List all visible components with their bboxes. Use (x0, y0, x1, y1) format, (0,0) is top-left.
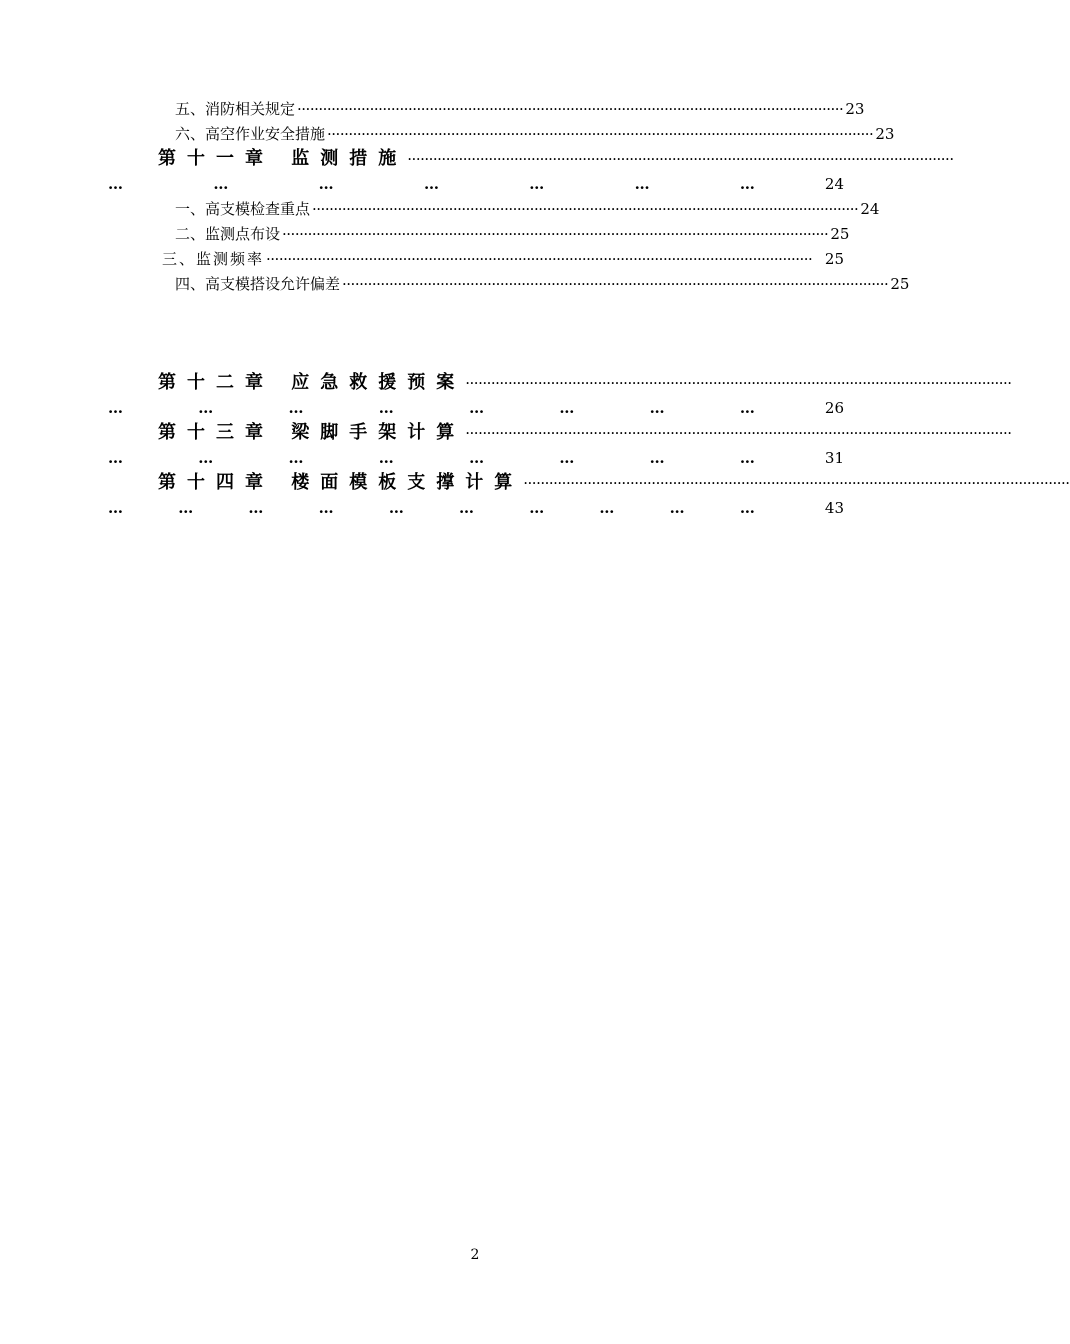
toc-entry-fire-rules[interactable] (175, 100, 865, 118)
toc-entry-monitoring-layout[interactable] (175, 225, 850, 243)
toc-chapter-11[interactable] (158, 148, 954, 170)
toc-chapter-label: 第十四章 楼面模板支撑计算 (158, 472, 524, 493)
toc-entry-allowable-deviation[interactable] (175, 275, 910, 293)
toc-chapter-label: 第十一章 监测措施 (158, 148, 408, 169)
toc-chapter-13-continuation (108, 449, 844, 467)
toc-entry-label: 一、高支模检查重点 (175, 200, 311, 218)
dot-leader: ································································································································ (327, 125, 874, 143)
toc-chapter-13[interactable] (158, 422, 1012, 444)
toc-chapter-page: 26 (824, 399, 844, 417)
toc-chapter-12[interactable] (158, 372, 1012, 394)
toc-entry-label: 五、消防相关规定 (175, 100, 296, 118)
toc-entry-page: 25 (830, 225, 850, 243)
toc-entry-label: 四、高支模搭设允许偏差 (175, 275, 341, 293)
toc-chapter-14[interactable] (158, 472, 1070, 494)
toc-chapter-label: 第十二章 应急救援预案 (158, 372, 466, 393)
toc-chapter-page: 31 (824, 449, 844, 467)
dot-leader: ································································································································ (523, 474, 1070, 492)
dot-leader: … … … … … … … … … … (108, 499, 755, 517)
toc-entry-page: 25 (824, 250, 844, 268)
toc-entry-inspection-points[interactable] (175, 200, 880, 218)
toc-entry-page: 23 (875, 125, 895, 143)
toc-entry-page: 24 (860, 200, 880, 218)
dot-leader: ································································································································ (266, 250, 813, 268)
dot-leader: … … … … … … … … (108, 449, 755, 467)
dot-leader: … … … … … … … (108, 175, 755, 193)
dot-leader: … … … … … … … … (108, 399, 755, 417)
dot-leader: ································································································································ (342, 275, 889, 293)
toc-entry-page: 23 (845, 100, 865, 118)
toc-chapter-12-continuation (108, 399, 844, 417)
toc-chapter-label: 第十三章 梁脚手架计算 (158, 422, 466, 443)
toc-entry-monitoring-frequency[interactable] (162, 250, 844, 268)
toc-chapter-11-continuation (108, 175, 844, 193)
toc-entry-page: 25 (890, 275, 910, 293)
page-number: 2 (470, 1247, 480, 1263)
toc-chapter-page: 43 (824, 499, 844, 517)
dot-leader: ································································································································ (465, 374, 1012, 392)
toc-entry-label: 二、监测点布设 (175, 225, 281, 243)
dot-leader: ································································································································ (297, 100, 844, 118)
toc-entry-label: 三、监测频率 (162, 250, 265, 268)
toc-chapter-page: 24 (824, 175, 844, 193)
dot-leader: ································································································································ (282, 225, 829, 243)
dot-leader: ································································································································ (465, 424, 1012, 442)
dot-leader: ································································································································ (312, 200, 859, 218)
toc-entry-high-altitude-safety[interactable] (175, 125, 895, 143)
toc-chapter-14-continuation (108, 499, 844, 517)
dot-leader: ································································································································ (407, 150, 954, 168)
toc-entry-label: 六、高空作业安全措施 (175, 125, 326, 143)
